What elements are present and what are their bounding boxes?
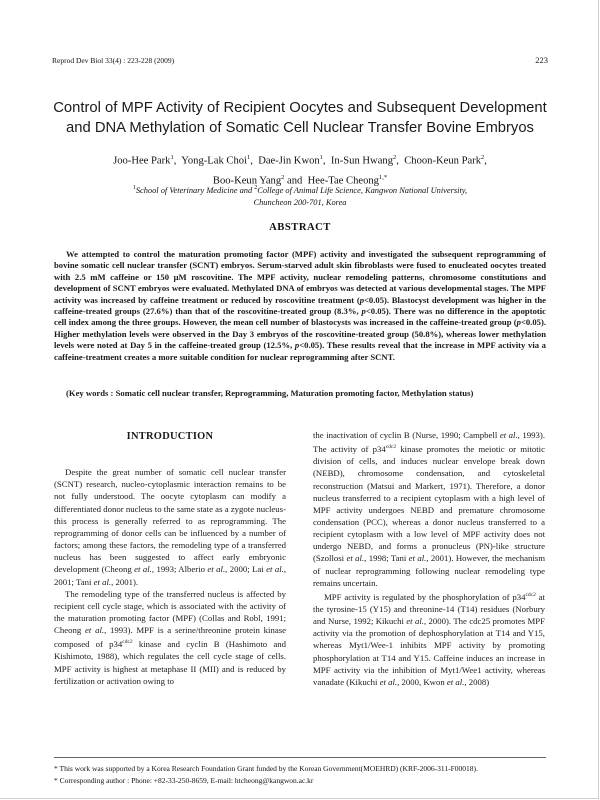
affiliation-line-2: Chuncheon 200-701, Korea xyxy=(253,197,347,207)
affiliation-text: School of Veterinary Medicine and xyxy=(135,185,255,195)
author-affiliation-mark: 1,* xyxy=(378,173,388,181)
author-affiliation-mark: 2 xyxy=(393,154,397,161)
column-left xyxy=(54,429,286,687)
paragraph-text: , 2008) xyxy=(464,676,490,687)
introduction-heading: INTRODUCTION xyxy=(126,431,214,442)
paragraph-text: , 1993). MPF is a serine/threonine protein kinase composed of p34 xyxy=(54,625,286,650)
footnotes xyxy=(54,763,546,787)
footnote-divider xyxy=(54,757,546,758)
page-number: 223 xyxy=(535,55,548,65)
affiliation-text: College of Animal Life Science, Kangwon National University, xyxy=(257,185,468,195)
funding-footnote: * This work was supported by a Korea Research Foundation Grant funded by the Korean Government(MOEHRD) (KRF-2006-311-F00018). xyxy=(54,764,478,773)
paragraph xyxy=(54,588,286,687)
superscript: cdc2 xyxy=(385,444,397,451)
abstract-text: <0.05). Blastocyst development was higher in the caffeine-treated groups (27.6%) than that of the roscovitine-treated group (8.3%, xyxy=(54,294,546,317)
citation-et-al: et al. xyxy=(408,553,427,564)
superscript: cdc2 xyxy=(525,591,536,598)
paragraph-text: , 1993). The activity of p34 xyxy=(313,430,546,455)
paragraph-text: kinase promotes the meiotic or mitotic division of cells, and induces nuclear envelope break down (NEBD), chromosome condensation, and cytoskeletal reconstruction (Matsui and Markert, 1971). Therefore, a donor nucleus transferred to a recipient cytoplasm with a high level of MPF activity undergoes NEBD and premature chromosome condensation (PCC), whereas a donor nucleus transferred to a recipient cytoplasm with a low level of MPF activity does not undergo NEBD, and forms a pronucleus (PN)-like structure (Szollosi xyxy=(313,444,545,564)
title-line-2: and DNA Methylation of Somatic Cell Nuclear Transfer Bovine Embryos xyxy=(66,120,534,136)
author-line-1: Joo-Hee Park$^1$, Yong-Lak Choi$^1$, Dae-Jin Kwon$^1$, In-Sun Hwang$^2$, Choon-Keun Park$^2$, xyxy=(113,154,487,167)
paragraph-text: , 2000; Lai xyxy=(225,564,267,575)
author-name: In-Sun Hwang xyxy=(330,155,393,167)
paragraph-text: the inactivation of cyclin B (Nurse, 1990; Campbell xyxy=(313,430,500,440)
paragraph-text: , 2000). The cdc25 promotes MPF activity via the promotion of dephosphorylation at T14 and Y15, whereas Myt1/Wee-1 inhibits MPF activity by promoting phosphorylation at T14 and Y15. Caffeine induces an increase in MPF activity via the inhibition of Myt1/Wee1 activity, whereas vanadate (Kikuchi xyxy=(313,616,545,687)
author-line-2: Boo-Keun Yang$^2$ and Hee-Tae Cheong$^{1,*}$ xyxy=(212,173,388,187)
abstract-text: <0.05). These results reveal that the increase in MPF activity via a caffeine-treatment creates a more suitable condition for nuclear reprogramming after SCNT. xyxy=(54,340,546,362)
journal-citation: Reprod Dev Biol 33(4) : 223-228 (2009) xyxy=(52,56,175,65)
affiliation xyxy=(60,182,540,209)
paragraph-text: , 2000, Kwon xyxy=(397,676,447,687)
paper-title xyxy=(40,98,560,138)
abstract-text: We attempted to control the maturation promoting factor (MPF) activity and investigated the subsequent reprogramming of bovine somatic cell nuclear transfer (SCNT) embryos. Serum-starved adult skin fibroblasts were fused to enucleated oocytes treated with 2.5 mM caffeine or 150 μM roscovitine. The MPF activity, nuclear remodeling patterns, chromosome constitutions and development of SCNT embryos were evaluated. Methylated DNA of embryos was detected at various developmental stages. The MPF activity was increased by caffeine treatment or reduced by roscovitine treatment ( xyxy=(54,249,546,305)
superscript: cdc2 xyxy=(122,639,133,646)
column-right xyxy=(313,429,545,688)
citation-et-al: et al. xyxy=(134,564,152,575)
paragraph-text: at the tyrosine-15 (Y15) and threonine-14 (T14) residues (Norbury and Nurse, 1992; Kikuchi xyxy=(313,591,545,627)
paragraph xyxy=(54,466,286,588)
paragraph-text: , 2001). However, the mechanism of nuclear reprogramming following nuclear remodeling type remains uncertain. xyxy=(313,553,545,588)
citation-et-al: et al. xyxy=(93,576,112,587)
paragraph xyxy=(313,589,545,688)
author-name: Choon-Keun Park xyxy=(404,155,481,167)
citation-et-al: et al. xyxy=(406,616,424,627)
author-affiliation-mark: 1 xyxy=(170,154,174,161)
author-name: Hee-Tae Cheong xyxy=(307,175,379,187)
citation-et-al: et al. xyxy=(499,430,518,440)
p-value-symbol: p xyxy=(361,306,366,317)
paragraph-text: The remodeling type of the transferred nucleus is affected by recipient cell cycle stage, which is associated with the activity of the maturation promoting factor (MPF) (Collas and Robl, 1991; Cheong xyxy=(54,588,286,636)
paragraph-text: , 1993; Alberio xyxy=(151,564,208,575)
p-value-symbol: p xyxy=(294,340,300,351)
citation-et-al: et al. xyxy=(85,625,105,636)
paragraph-text: kinase and cyclin B (Hashimoto and Kishimoto, 1988), which regulates the cell cycle stage of cells. MPF activity is highest at metaphase II (MII) and is reduced by fertilization or activation owing to xyxy=(54,639,286,686)
author-affiliation-mark: 2 xyxy=(481,154,485,161)
p-value-symbol: p xyxy=(359,294,365,305)
citation-et-al: et al. xyxy=(207,564,226,575)
author-name: Dae-Jin Kwon xyxy=(258,155,320,167)
affiliation-mark: 1 xyxy=(132,185,136,191)
title-line-1: Control of MPF Activity of Recipient Oocytes and Subsequent Development xyxy=(53,100,547,116)
p-value-symbol: p xyxy=(516,317,521,328)
abstract-heading: ABSTRACT xyxy=(269,222,331,233)
citation-et-al: et al. xyxy=(346,553,365,564)
abstract-body xyxy=(54,249,546,363)
paragraph-text: , 2001; Tani xyxy=(54,564,287,587)
citation-et-al: et al. xyxy=(446,676,465,687)
author-name: Joo-Hee Park xyxy=(113,155,171,167)
citation-et-al: et al. xyxy=(379,676,398,687)
paragraph xyxy=(313,429,545,589)
author-name: Yong-Lak Choi xyxy=(181,155,247,167)
affiliation-mark: 2 xyxy=(254,185,258,191)
paragraph-text: , 1998; Tani xyxy=(364,553,409,564)
abstract-text: <0.05). Higher methylation levels were observed in the Day 3 embryos of the roscovitine-treated group (50.8%), whereas lower methylation levels were noted at Day 5 in the caffeine-treated group (12.5%, xyxy=(54,317,546,351)
author-affiliation-mark: 1 xyxy=(319,154,323,161)
author-affiliation-mark: 1 xyxy=(247,154,251,161)
author-name: Boo-Keun Yang xyxy=(212,175,282,187)
citation-et-al: et al. xyxy=(266,564,284,575)
affiliation-line-1 xyxy=(60,182,540,197)
abstract-text: <0.05). There was no difference in the apoptotic cell index among the three groups. However, the mean cell number of blastocysts was increased in the caffeine-treated group ( xyxy=(54,306,546,328)
keywords: (Key words : Somatic cell nuclear transfer, Reprogramming, Maturation promoting factor, Methylation status) xyxy=(66,388,474,398)
paragraph-text: MPF activity is regulated by the phosphorylation of p34 xyxy=(324,591,526,602)
paragraph-text: , 2001). xyxy=(111,576,139,587)
paragraph-text: Despite the great number of somatic cell nuclear transfer (SCNT) research, nucleo-cytoplasmic interaction remains to be not fully understood. The oocyte cytoplasm can modify a differentiated donor nucleus to the same state as a zygote nucleus-this process is generally referred to as reprogramming. The reprogramming of donor cells can be influenced by a number of factors; among these factors, the remodeling type of a transferred nucleus has been suggested to affect early embryonic development (Cheong xyxy=(54,467,286,575)
corresponding-author-footnote: * Corresponding author : Phone: +82-33-250-8659, E-mail: htcheong@kangwon.ac.kr xyxy=(54,776,314,785)
author-affiliation-mark: 2 xyxy=(281,173,285,181)
